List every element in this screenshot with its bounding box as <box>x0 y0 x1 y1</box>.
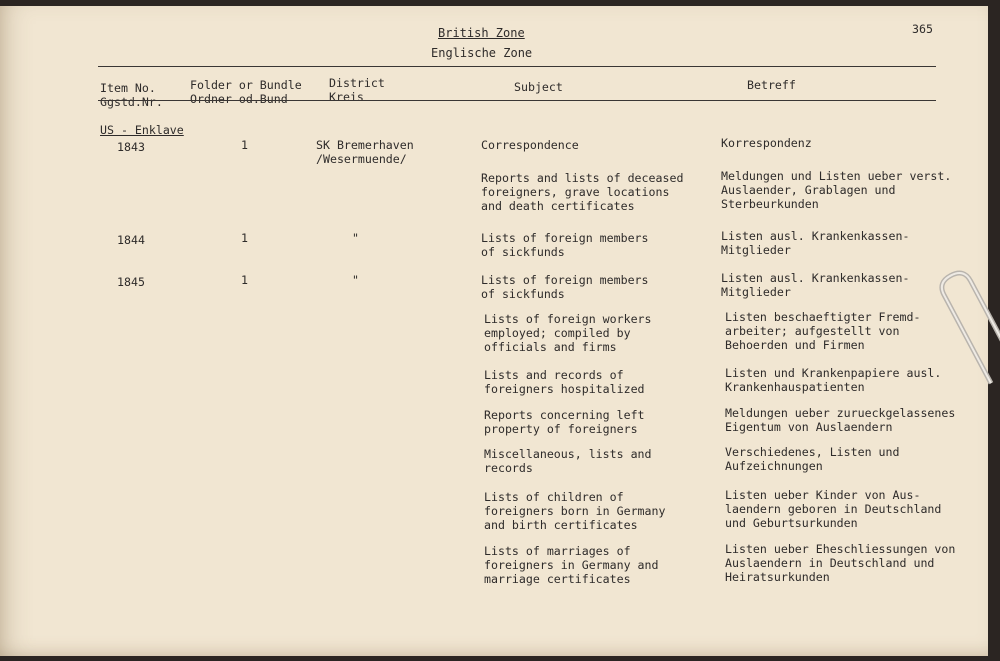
header-top-rule <box>98 66 936 67</box>
row-district-cell: " <box>352 231 359 245</box>
row-folder-cell: 1 <box>241 273 248 287</box>
header-bottom-rule <box>98 100 936 101</box>
row-subject-cell: Miscellaneous, lists and records <box>484 447 652 475</box>
row-subject-cell: Correspondence <box>481 138 579 152</box>
page-number: 365 <box>912 22 933 36</box>
header-subject: Subject <box>514 80 563 94</box>
header-folder: Folder or Bundle Ordner od.Bund <box>190 78 302 106</box>
header-district: District Kreis <box>329 76 385 104</box>
zone-title: British Zone <box>438 26 525 40</box>
row-district-cell: SK Bremerhaven /Wesermuende/ <box>316 138 414 166</box>
row-subject-cell: Lists of foreign members of sickfunds <box>481 231 649 259</box>
row-betreff-cell: Listen ueber Eheschliessungen von Auslaendern in Deutschland und Heiratsurkunden <box>725 542 956 584</box>
row-item-cell: 1843 <box>117 140 145 154</box>
row-betreff-cell: Meldungen ueber zurueckgelassenes Eigentum von Auslaendern <box>725 406 956 434</box>
header-betreff: Betreff <box>747 78 796 92</box>
zone-subtitle: Englische Zone <box>431 46 533 60</box>
row-subject-cell: Lists and records of foreigners hospitalized <box>484 368 645 396</box>
row-folder-cell: 1 <box>241 138 248 152</box>
row-betreff-cell: Listen beschaeftigter Fremd- arbeiter; aufgestellt von Behoerden und Firmen <box>725 310 921 352</box>
row-subject-cell: Lists of children of foreigners born in Germany and birth certificates <box>484 490 666 532</box>
row-betreff-cell: Listen und Krankenpapiere ausl. Krankenhauspatienten <box>725 366 942 394</box>
row-betreff-cell: Verschiedenes, Listen und Aufzeichnungen <box>725 445 900 473</box>
row-subject-cell: Reports and lists of deceased foreigners, grave locations and death certificates <box>481 171 684 213</box>
row-folder-cell: 1 <box>241 231 248 245</box>
row-subject-cell: Lists of marriages of foreigners in Germany and marriage certificates <box>484 544 659 586</box>
header-item: Item No. Ggstd.Nr. <box>100 81 163 109</box>
section-label: US - Enklave <box>100 123 184 137</box>
row-district-cell: " <box>352 273 359 287</box>
row-betreff-cell: Meldungen und Listen ueber verst. Auslaender, Grablagen und Sterbeurkunden <box>721 169 952 211</box>
row-item-cell: 1845 <box>117 275 145 289</box>
row-betreff-cell: Listen ausl. Krankenkassen- Mitglieder <box>721 229 910 257</box>
row-betreff-cell: Korrespondenz <box>721 136 812 150</box>
row-subject-cell: Lists of foreign workers employed; compiled by officials and firms <box>484 312 652 354</box>
document-page <box>0 6 988 656</box>
row-betreff-cell: Listen ausl. Krankenkassen- Mitglieder <box>721 271 910 299</box>
row-item-cell: 1844 <box>117 233 145 247</box>
row-subject-cell: Reports concerning left property of foreigners <box>484 408 645 436</box>
row-betreff-cell: Listen ueber Kinder von Aus- laendern geboren in Deutschland und Geburtsurkunden <box>725 488 942 530</box>
row-subject-cell: Lists of foreign members of sickfunds <box>481 273 649 301</box>
